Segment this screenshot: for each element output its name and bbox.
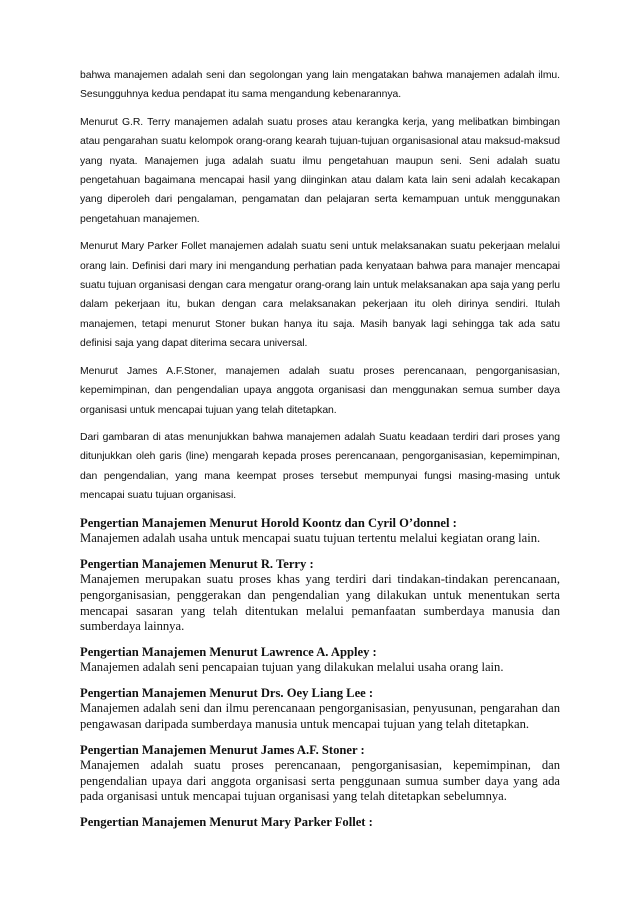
definition-body: Manajemen adalah usaha untuk mencapai suatu tujuan tertentu melalui kegiatan orang lain. — [80, 531, 541, 546]
definition-mary-parker-follet — [80, 815, 560, 831]
paragraph-summary: Dari gambaran di atas menunjukkan bahwa manajemen adalah Suatu keadaan terdiri dari proses yang ditunjukkan oleh garis (line) mengarah kepada proses perencanaan, pengorganisasian, kepemimpinan, dan pengendalian, yang mana keempat proses tersebut mempunyai fungsi masing-masing untuk mencapai suatu tujuan organisasi. — [80, 431, 560, 502]
paragraph-stoner: Menurut James A.F.Stoner, manajemen adalah suatu proses perencanaan, pengorganisasian, kepemimpinan, dan pengendalian upaya anggota organisasi dan menggunakan semua sumber daya organisasi untuk mencapai tujuan yang telah ditetapkan. — [80, 365, 560, 416]
paragraph-terry: Menurut G.R. Terry manajemen adalah suatu proses atau kerangka kerja, yang melibatkan bimbingan atau pengarahan suatu kelompok orang-orang kearah tujuan-tujuan organisasional atau maksud-maksud yang nyata. Manajemen juga adalah suatu ilmu pengetahuan maupun seni. Seni adalah suatu pengetahuan bagaimana mencapai hasil yang diinginkan atau dalam kata lain seni adalah kecakapan yang diperoleh dari pengalaman, pengamatan dan pelajaran serta kemampuan untuk menggunakan pengetahuan manajemen. — [80, 116, 560, 225]
document-page — [80, 66, 560, 841]
definition-heading: Pengertian Manajemen Menurut Mary Parker Follet : — [80, 815, 373, 830]
definition-heading: Pengertian Manajemen Menurut Drs. Oey Liang Lee : — [80, 685, 374, 700]
definition-body: Manajemen adalah seni dan ilmu perencanaan pengorganisasian, penyusunan, pengarahan dan pengawasan daripada sumberdaya manusia untuk mencapai tujuan yang telah ditetapkan. — [80, 701, 560, 732]
definition-heading: Pengertian Manajemen Menurut R. Terry : — [80, 556, 314, 571]
definition-stoner — [80, 743, 560, 805]
definition-oey-liang-lee — [80, 686, 560, 733]
paragraph-follet: Menurut Mary Parker Follet manajemen adalah suatu seni untuk melaksanakan suatu pekerjaan melalui orang lain. Definisi dari mary ini mengandung perhatian pada kenyataan bahwa para manajer mencapai suatu tujuan organisasi dengan cara mengatur orang-orang lain untuk melaksanakan apa saja yang perlu dalam pekerjaan itu, bukan dengan cara melaksanakan pekerjaan itu oleh dirinya sendiri. Itulah manajemen, tetapi menurut Stoner bukan hanya itu saja. Masih banyak lagi sehingga tak ada satu definisi saja yang dapat diterima secara universal. — [80, 241, 560, 350]
definition-body: Manajemen adalah suatu proses perencanaan, pengorganisasian, kepemimpinan, dan pengendalian upaya dari anggota organisasi serta penggunaan sumua sumber daya yang ada pada organisasi untuk mencapai tujuan organisasi yang telah ditetapkan sebelumnya. — [80, 758, 560, 804]
paragraph-intro: bahwa manajemen adalah seni dan segolongan yang lain mengatakan bahwa manajemen adalah ilmu. Sesungguhnya kedua pendapat itu sama mengandung kebenarannya. — [80, 70, 560, 101]
definition-heading: Pengertian Manajemen Menurut Lawrence A. Appley : — [80, 644, 377, 659]
definition-body: Manajemen adalah seni pencapaian tujuan yang dilakukan melalui usaha orang lain. — [80, 660, 504, 675]
definition-koontz — [80, 516, 560, 547]
definition-body: Manajemen merupakan suatu proses khas yang terdiri dari tindakan-tindakan perencanaan, pengorganisasian, penggerakan dan pengendalian yang dilakukan untuk menentukan serta mencapai sasaran yang telah ditentukan melalui pemanfaatan sumberdaya manusia dan sumberdaya lainnya. — [80, 572, 560, 634]
definition-heading: Pengertian Manajemen Menurut James A.F. Stoner : — [80, 742, 365, 757]
definition-appley — [80, 645, 560, 676]
definition-r-terry — [80, 557, 560, 635]
definition-heading: Pengertian Manajemen Menurut Horold Koontz dan Cyril O’donnel : — [80, 515, 457, 530]
